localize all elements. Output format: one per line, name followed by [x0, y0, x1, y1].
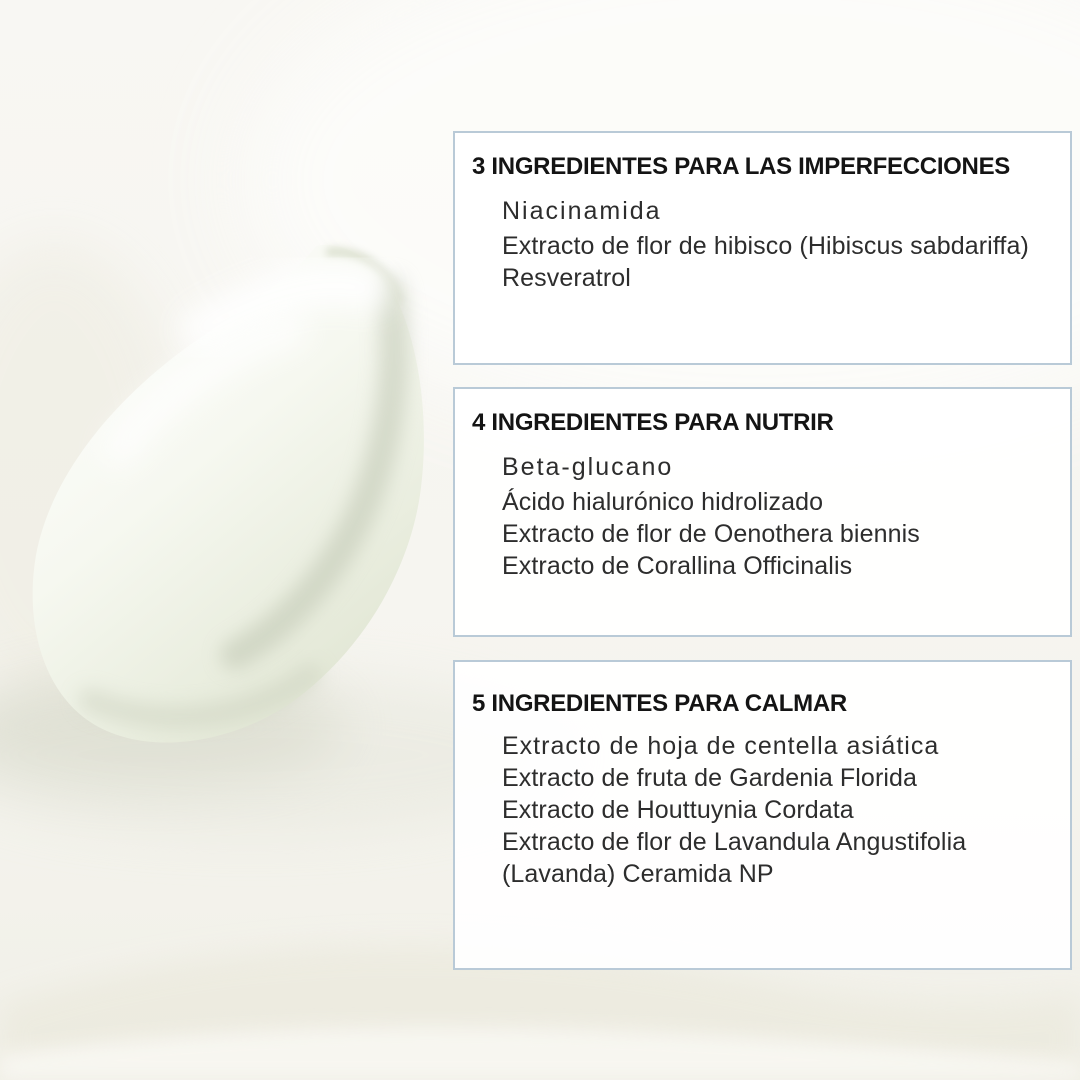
ingredients-box-imperfections	[453, 131, 1072, 365]
ingredient-item: Resveratrol	[502, 264, 631, 292]
box-title: 4 INGREDIENTES PARA NUTRIR	[472, 409, 834, 436]
ingredient-list	[472, 195, 1064, 294]
box-title: 3 INGREDIENTES PARA LAS IMPERFECCIONES	[472, 153, 1010, 180]
ingredient-item: Extracto de flor de Oenothera biennis	[502, 520, 920, 548]
ingredient-list	[472, 451, 1064, 582]
ingredient-item: Ácido hialurónico hidrolizado	[502, 488, 824, 516]
ingredient-item: Extracto de flor de Lavandula Angustifolia (Lavanda) Ceramida NP	[502, 828, 967, 888]
ingredient-item: Niacinamida	[502, 197, 662, 225]
ingredients-box-calm	[453, 660, 1072, 970]
ingredient-list	[472, 730, 1064, 890]
ingredient-item: Extracto de fruta de Gardenia Florida	[502, 764, 918, 792]
ingredient-item: Extracto de Corallina Officinalis	[502, 552, 853, 580]
ingredient-item: Extracto de flor de hibisco (Hibiscus sabdariffa)	[502, 232, 1029, 260]
box-title: 5 INGREDIENTES PARA CALMAR	[472, 690, 847, 717]
ingredients-box-nourish	[453, 387, 1072, 637]
ingredient-item: Extracto de Houttuynia Cordata	[502, 796, 854, 824]
ingredient-item: Beta-glucano	[502, 453, 674, 481]
ingredient-item: Extracto de hoja de centella asiática	[502, 732, 940, 760]
